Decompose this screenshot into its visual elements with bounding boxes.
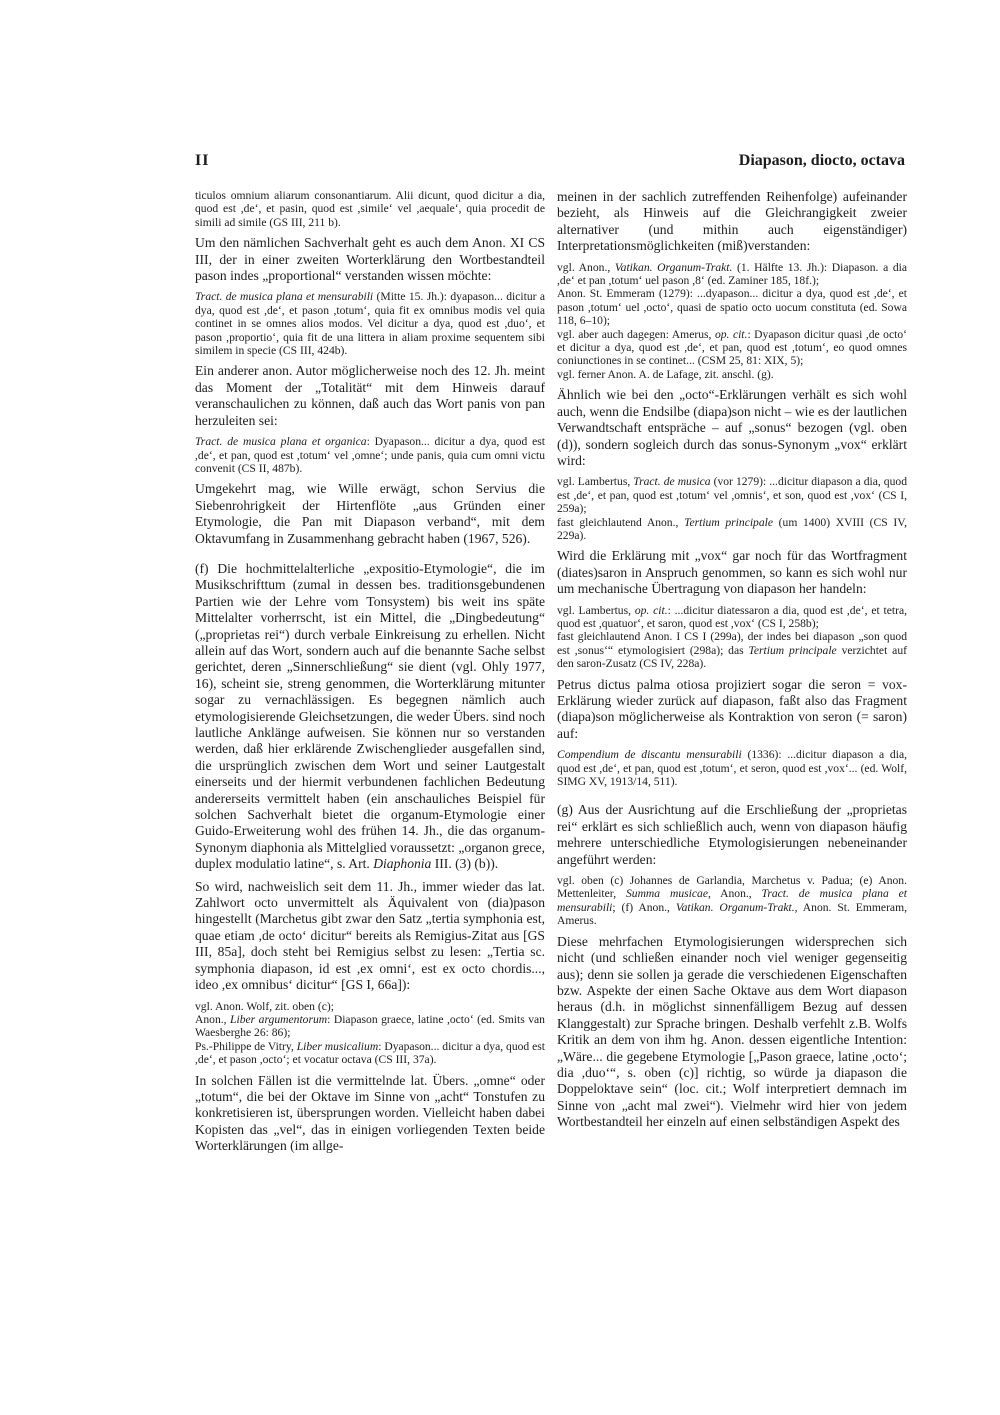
work-title: Tract. de musica plana et organica: [195, 435, 367, 449]
citation-list: [557, 261, 907, 382]
work-title: Liber musicalium: [296, 1039, 379, 1053]
section-f: (f) Die hochmittelalterliche „expositio-Etymologie“, die im Musikschrifttum (zumal in dessen bes. traditionsgebundenen Partien wie der Lehre vom Tonsystem) bis weit ins späte Mittelalter vorherrscht, ist ein Mittel, die „Dingbedeutung“ („proprietas rei“) durch verbale Einkreisung zu erhellen. Nicht allein auf das Wort, sondern auch auf die benannte Sache selbst gerichtet, deren „Sinnerschließung“ sie dient (vgl. Ohly 1977, 16), scheint sie, streng genommen, die Worterklärung mitunter sogar zu vernachlässigen. Es begegnen nämlich auch etymologisierende Gleichsetzungen, die weder Übers. sind noch lautliche Anklänge aufweisen. Sie können nur so verstanden werden, daß hier erklärende Zwischenglieder ausgefallen sind, die ursprünglich zwischen dem Wort und seiner Lautgestalt einerseits und der hiermit verbundenen fachlichen Bedeutung andererseits vermittelt haben (ein anschauliches Beispiel für solchen Sachverhalt bietet die organum-Etymologie einer Guido-Erweiterung wohl des frühen 14. Jh., die das organum-Synonym diaphonia als Mittelglied voraussetzt: „organon grece, duplex modulatio latine“, s. Art. Diaphonia III. (3) (b)).: [195, 560, 545, 872]
citation: Ps.-Philippe de Vitry, Liber musicalium: Dyapason... dicitur a dya, quod est ,de‘, et pason ,octo‘; et vocatur octava (CS III, 37a).: [195, 1039, 545, 1067]
work-title: op. cit.: [634, 603, 668, 617]
citation: Tract. de musica plana et mensurabili (Mitte 15. Jh.): dyapason... dicitur a dya, quod est ,de‘, et pason ,totum‘, quia fit ex omnibus modis vel quia continet in se omnes alios modos. Vel dicitur a dya, quod est ,duo‘, et pason ,proportio‘, quia fit de una littera in aliam proxime sequentem sibi similem in specie (CS III, 424b).: [195, 290, 545, 358]
page-header: [195, 152, 905, 178]
citation: vgl. Anon. Wolf, zit. oben (c);: [195, 999, 334, 1013]
paragraph: Um den nämlichen Sachverhalt geht es auch dem Anon. XI CS III, der in einer zweiten Worterklärung den Wortbestandteil pason indes „proportional“ verstanden wissen möchte:: [195, 235, 545, 284]
paragraph: Umgekehrt mag, wie Wille erwägt, schon Servius die Siebenrohrigkeit der Hirtenflöte „aus Gründen einer Etymologie, die Pan mit Diapason verband“, mit dem Oktavumfang in Zusammenhang gebracht haben (1967, 526).: [195, 481, 545, 546]
work-title: Vatikan. Organum-Trakt.: [675, 900, 795, 914]
right-column: [557, 189, 907, 1137]
left-column: [195, 189, 545, 1161]
citation: Compendium de discantu mensurabili (1336): ...dicitur diapason a dia, quod est ,de‘, et pan, quod est ,totum‘, et seron, quod est ,vox‘... (ed. Wolf, SIMG XV, 1913/14, 511).: [557, 748, 907, 789]
work-title: Tract. de musica: [633, 475, 711, 489]
citation-list: [557, 475, 907, 542]
citation: vgl. Anon., Vatikan. Organum-Trakt. (1. Hälfte 13. Jh.): Diapason. a dia ,de‘ et pan ,totum‘ uel pason ,8‘ (ed. Zaminer 185, 18f.);: [557, 260, 907, 288]
paragraph: Petrus dictus palma otiosa projiziert sogar die seron = vox-Erklärung wieder zurück auf diapason, faßt also das Fragment (diapa)son möglicherweise als Kontraktion von seron (= saron) auf:: [557, 676, 907, 741]
paragraph: Diese mehrfachen Etymologisierungen widersprechen sich nicht (und schließen einander noch viel weniger gegenseitig aus); denn sie sollen ja gerade die verschiedenen Eigenschaften bzw. Aspekte der einen Sache Oktave aus dem Wort diapason heraus (d.h. in möglichst sinnenfälligem Bezug auf dessen Klanggestalt) zur Sprache bringen. Deshalb verfehlt z.B. Wolfs Kritik an dem von ihm hg. Anon. dessen eigentliche Intention: „Wäre... die gegebene Etymologie [„Pason graece, latine ,octo‘; dia ,duo‘“, s. oben (c)] richtig, so würde ja diapason die Doppeloktave sein“ (loc. cit.; Wolf interpretiert demnach im Sinne von „acht mal zwei“). Vielmehr wird hier von jedem Wortbestandteil her einzeln auf einen selbständigen Aspekt des: [557, 933, 907, 1130]
citation: fast gleichlautend Anon. I CS I (299a), der indes bei diapason „son quod est ,sonus‘“ etymologisiert (298a); das Tertium principale verzichtet auf den saron-Zusatz (CS IV, 228a).: [557, 630, 907, 671]
citation-list: [195, 1000, 545, 1067]
article-ref: Diaphonia: [373, 856, 432, 872]
work-title: op. cit.: [714, 327, 748, 341]
citation: vgl. ferner Anon. A. de Lafage, zit. anschl. (g).: [557, 367, 774, 381]
work-title: Tract. de musica plana et mensurabili: [557, 887, 907, 914]
paragraph: meinen in der sachlich zutreffenden Reihenfolge) aufeinander bezieht, als Hinweis auf die Gleichrangigkeit zweier alternativer (und mithin auch eigenständiger) Interpretationsmöglichkeiten (miß)verstanden:: [557, 189, 907, 254]
paragraph: So wird, nachweislich seit dem 11. Jh., immer wieder das lat. Zahlwort octo unvermittelt als Äquivalent von (dia)pason hingestellt (Marchetus gibt zwar den Satz „tertia symphonia est, quae etiam ,de octo‘ dicitur“ bereits als Remigius-Zitat aus [GS III, 85a], doch steht bei Remigius selbst zu lesen: „Tertia sc. symphonia diapason, id est ,ex omni‘, est ex octo chordis..., ideo ,ex omnibus‘ dicitur“ [GS I, 66a]):: [195, 878, 545, 993]
citation-list: [557, 604, 907, 671]
work-title: Tertium principale: [684, 515, 774, 529]
work-title: Tract. de musica plana et mensurabili: [195, 290, 374, 304]
work-title: Summa musicae: [625, 887, 708, 901]
section-g: (g) Aus der Ausrichtung auf die Erschließung der „proprietas rei“ erklärt es sich schließlich auch, wenn von diapason häufig mehrere unterschiedliche Etymologisierungen nebeneinander angeführt werden:: [557, 802, 907, 867]
work-title: Tertium principale: [748, 643, 837, 657]
page-number: II: [195, 152, 210, 169]
citation: vgl. Lambertus, op. cit.: ...dicitur diatessaron a dia, quod est ,de‘, et tetra, quod est ,quatuor‘, et saron, quod est ,vox‘ (CS I, 258b);: [557, 603, 907, 630]
running-title: Diapason, diocto, octava: [738, 152, 905, 169]
paragraph: Ein anderer anon. Autor möglicherweise noch des 12. Jh. meint das Moment der „Totalität“ mit dem Hinweis darauf veranschaulichen zu können, daß auch das Wort panis von pan herzuleiten sei:: [195, 363, 545, 428]
citation: vgl. aber auch dagegen: Amerus, op. cit.: Dyapason dicitur quasi ,de octo‘ et dicitur a dya, quod est ,de‘, et pan, quod est ,totum‘, eo quod omnes coniunctiones in se continet... (CSM 25, 81: XIX, 5);: [557, 327, 907, 368]
work-title: Liber argumentorum: [230, 1012, 328, 1026]
work-title: Compendium de discantu mensurabili: [557, 748, 742, 762]
citation: Anon. St. Emmeram (1279): ...dyapason... dicitur a dya, quod est ,de‘, et pason ,totum‘ uel ,octo‘, quasi de spatio octo uocum constituta (ed. Sowa 118, 6–10);: [557, 287, 907, 328]
paragraph: Ähnlich wie bei den „octo“-Erklärungen verhält es sich wohl auch, wenn die Endsilbe (diapa)son nicht – wie es der lautlichen Verwandtschaft entspräche – auf „sonus“ bezogen (vgl. oben (d)), sondern sogleich durch das sonus-Synonym „vox“ erklärt wird:: [557, 387, 907, 468]
citation: fast gleichlautend Anon., Tertium principale (um 1400) XVIII (CS IV, 229a).: [557, 515, 907, 542]
citation: vgl. oben (c) Johannes de Garlandia, Marchetus v. Padua; (e) Anon. Mettenleiter, Summa musicae, Anon., Tract. de musica plana et mensurabili; (f) Anon., Vatikan. Organum-Trakt., Anon. St. Emmeram, Amerus.: [557, 874, 907, 928]
citation: vgl. Lambertus, Tract. de musica (vor 1279): ...dicitur diapason a dia, quod est ,de‘, et pan, quod est ,totum‘ vel ,omnis‘, et son, quod est ,vox‘ (CS I, 259a);: [557, 475, 907, 516]
paragraph: Wird die Erklärung mit „vox“ gar noch für das Wortfragment (diates)saron in Anspruch genommen, so kann es sich wohl nur um mechanische Übertragung von diapason her handeln:: [557, 548, 907, 597]
paragraph: ticulos omnium aliarum consonantiarum. Alii dicunt, quod dicitur a dia, quod est ,de‘, et pasin, quod est ,simile‘ vel ,aequale‘, quia procedit de simili ad simile (GS III, 211 b).: [195, 189, 545, 229]
citation: Anon., Liber argumentorum: Diapason graece, latine ,octo‘ (ed. Smits van Waesberghe 26: 86);: [195, 1012, 545, 1040]
citation: Tract. de musica plana et organica: Dyapason... dicitur a dya, quod est ,de‘, et pan, quod est ,totum‘ vel ,omne‘; unde panis, quia cum omni victu convenit (CS II, 487b).: [195, 435, 545, 475]
work-title: Vatikan. Organum-Trakt.: [614, 260, 733, 274]
paragraph: In solchen Fällen ist die vermittelnde lat. Übers. „omne“ oder „totum“, die bei der Oktave im Sinne von „acht“ Tonstufen zu konkretisieren ist, übersprungen worden. Vielleicht haben dabei Kopisten das „vel“, das in einigen vorliegenden Texten beide Worterklärungen (im allge-: [195, 1072, 545, 1154]
